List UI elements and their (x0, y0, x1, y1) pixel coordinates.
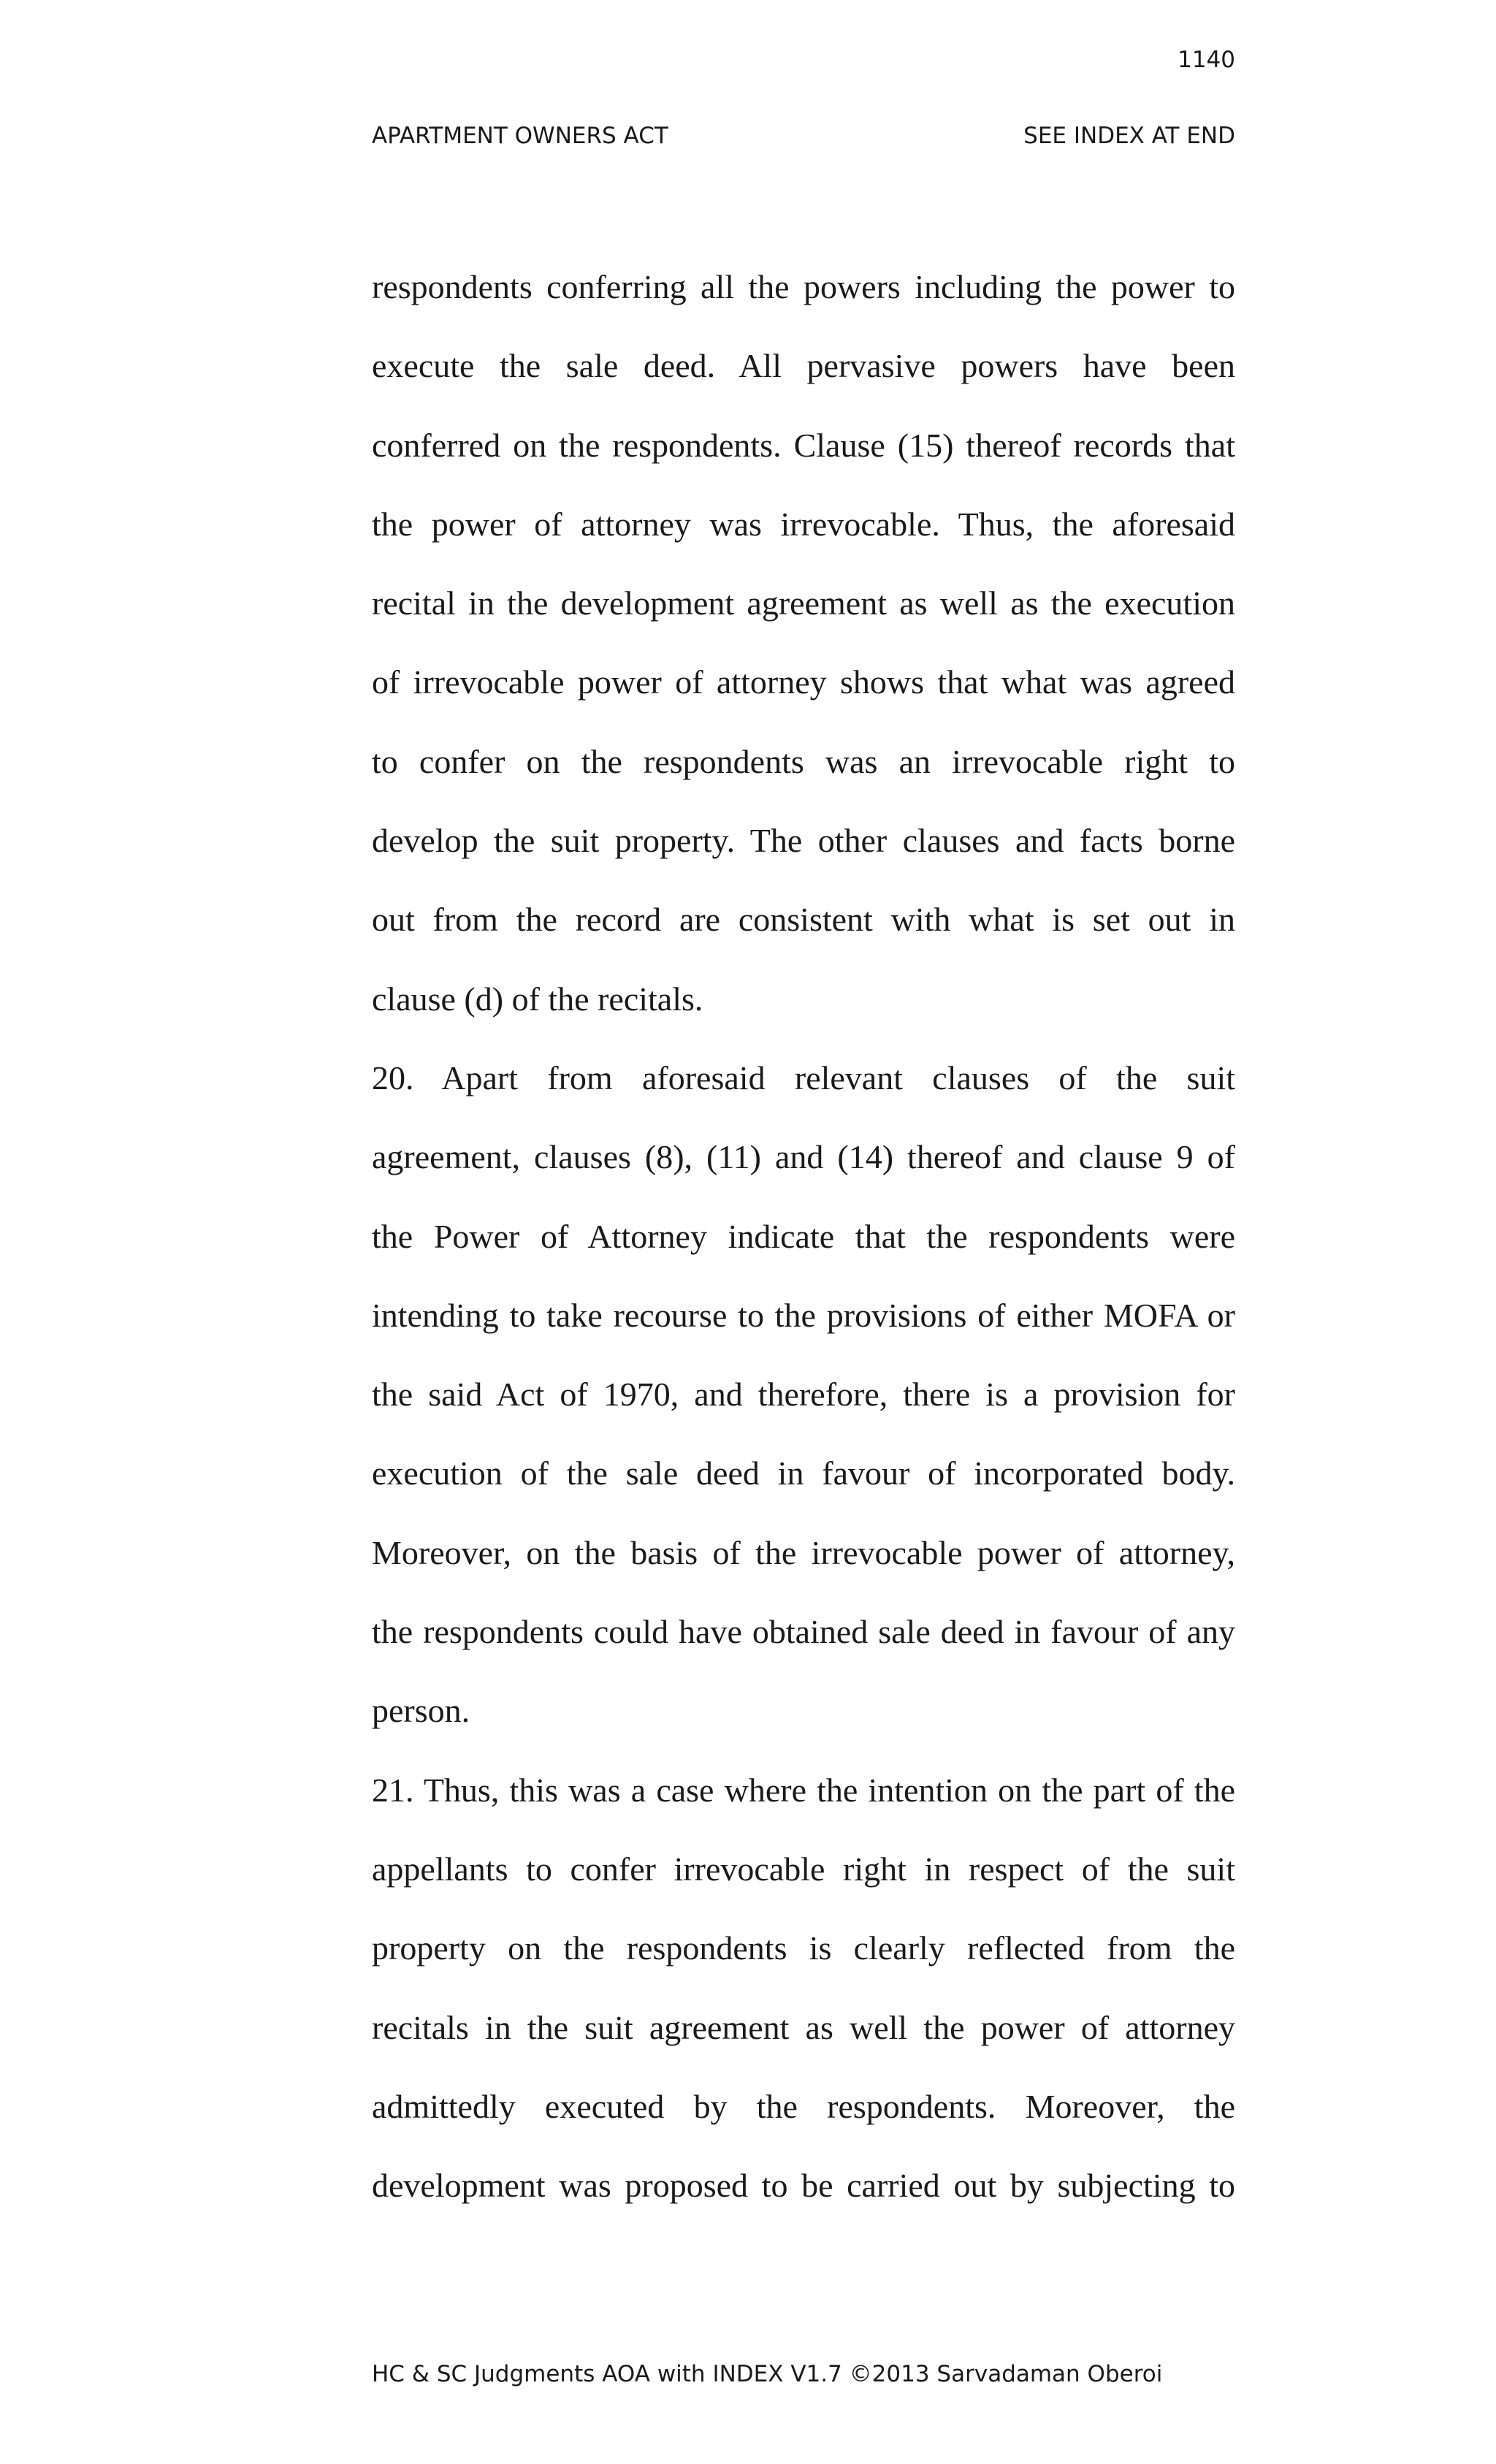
body-line: out from the record are consistent with what is set out in (372, 901, 1235, 939)
body-line: recital in the development agreement as well as the execution (372, 584, 1235, 622)
body-line: the Power of Attorney indicate that the respondents were (372, 1217, 1235, 1255)
header-left-title: APARTMENT OWNERS ACT (372, 123, 668, 149)
body-line: the respondents could have obtained sale deed in favour of any (372, 1613, 1235, 1651)
body-line: of irrevocable power of attorney shows that what was agreed (372, 663, 1235, 701)
page-number: 1140 (1178, 47, 1235, 73)
paragraph-end-line: clause (d) of the recitals. (372, 980, 703, 1018)
body-line: Moreover, on the basis of the irrevocable power of attorney, (372, 1533, 1235, 1571)
paragraph-end-line: person. (372, 1692, 470, 1730)
body-line: recitals in the suit agreement as well the power of attorney (372, 2008, 1235, 2046)
body-line: agreement, clauses (8), (11) and (14) thereof and clause 9 of (372, 1138, 1235, 1176)
body-line: development was proposed to be carried out by subjecting to (372, 2167, 1235, 2205)
body-line: execution of the sale deed in favour of incorporated body. (372, 1454, 1235, 1492)
body-line: property on the respondents is clearly reflected from the (372, 1929, 1235, 1967)
body-line: develop the suit property. The other clauses and facts borne (372, 822, 1235, 860)
body-line: appellants to confer irrevocable right in respect of the suit (372, 1850, 1235, 1888)
header-right-note: SEE INDEX AT END (1023, 123, 1235, 149)
body-line: conferred on the respondents. Clause (15) thereof records that (372, 426, 1235, 464)
body-line: the said Act of 1970, and therefore, there is a provision for (372, 1376, 1235, 1414)
body-line: admittedly executed by the respondents. Moreover, the (372, 2087, 1235, 2125)
body-text (372, 248, 1235, 2225)
page-footer: HC & SC Judgments AOA with INDEX V1.7 ©2013 Sarvadaman Oberoi (372, 2361, 1163, 2387)
body-line: 20. Apart from aforesaid relevant clauses of the suit (372, 1059, 1235, 1096)
body-line: execute the sale deed. All pervasive powers have been (372, 347, 1235, 385)
body-line: to confer on the respondents was an irrevocable right to (372, 742, 1235, 780)
body-line: the power of attorney was irrevocable. Thus, the aforesaid (372, 505, 1235, 543)
body-line: 21. Thus, this was a case where the intention on the part of the (372, 1771, 1235, 1809)
body-line: intending to take recourse to the provisions of either MOFA or (372, 1296, 1235, 1334)
body-line: respondents conferring all the powers including the power to (372, 268, 1235, 305)
